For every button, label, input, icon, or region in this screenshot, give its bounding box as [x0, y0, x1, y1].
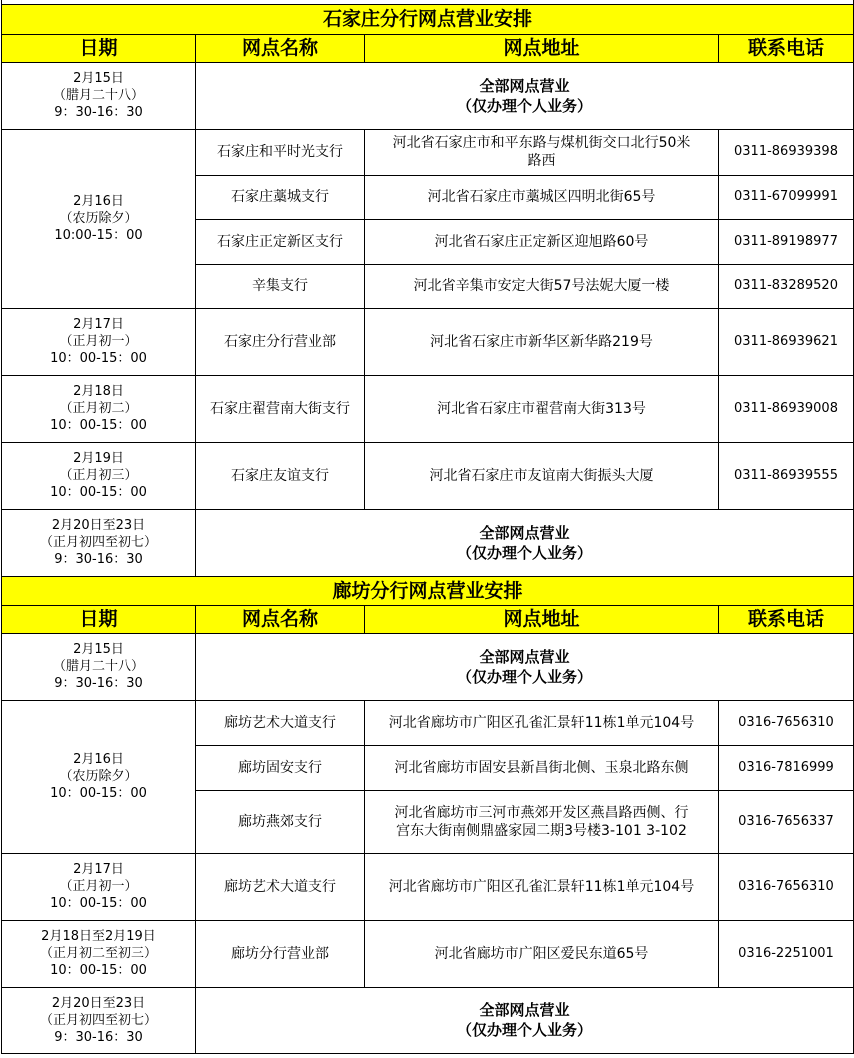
branch-address: 河北省廊坊市广阳区孔雀汇景轩11栋1单元104号 [365, 700, 719, 745]
branch-name: 廊坊燕郊支行 [196, 790, 365, 853]
branch-phone: 0316-7656337 [719, 790, 854, 853]
branch-address: 河北省石家庄市新华区新华路219号 [365, 308, 719, 375]
column-header-phone: 联系电话 [719, 34, 854, 62]
branch-phone: 0311-86939008 [719, 375, 854, 442]
branch-phone: 0316-7816999 [719, 745, 854, 790]
section-title: 石家庄分行网点营业安排 [2, 4, 854, 34]
all-branches-open-note: 全部网点营业 （仅办理个人业务） [196, 62, 854, 129]
branch-address: 河北省石家庄市友谊南大街振头大厦 [365, 442, 719, 509]
date-cell: 2月16日 （农历除夕） 10:00-15：00 [2, 129, 196, 308]
date-cell: 2月16日 （农历除夕） 10：00-15：00 [2, 700, 196, 853]
branch-phone: 0311-86939398 [719, 129, 854, 175]
branch-name: 廊坊固安支行 [196, 745, 365, 790]
date-cell: 2月20日至23日 （正月初四至初七） 9：30-16：30 [2, 987, 196, 1053]
date-cell: 2月18日 （正月初二） 10：00-15：00 [2, 375, 196, 442]
date-cell: 2月19日 （正月初三） 10：00-15：00 [2, 442, 196, 509]
column-header-address: 网点地址 [365, 605, 719, 633]
branch-name: 廊坊艺术大道支行 [196, 853, 365, 920]
branch-name: 石家庄藁城支行 [196, 175, 365, 219]
branch-name: 石家庄友谊支行 [196, 442, 365, 509]
date-cell: 2月18日至2月19日 （正月初二至初三） 10：00-15：00 [2, 920, 196, 987]
date-cell: 2月15日 （腊月二十八） 9：30-16：30 [2, 633, 196, 700]
column-header-address: 网点地址 [365, 34, 719, 62]
branch-name: 石家庄正定新区支行 [196, 219, 365, 264]
branch-name: 石家庄分行营业部 [196, 308, 365, 375]
column-header-name: 网点名称 [196, 34, 365, 62]
column-header-date: 日期 [2, 34, 196, 62]
column-header-date: 日期 [2, 605, 196, 633]
branch-address: 河北省廊坊市固安县新昌街北侧、玉泉北路东侧 [365, 745, 719, 790]
date-cell: 2月17日 （正月初一） 10：00-15：00 [2, 308, 196, 375]
branch-name: 廊坊分行营业部 [196, 920, 365, 987]
branch-address: 河北省廊坊市广阳区爱民东道65号 [365, 920, 719, 987]
branch-phone: 0311-89198977 [719, 219, 854, 264]
branch-address: 河北省石家庄市翟营南大街313号 [365, 375, 719, 442]
branch-name: 石家庄翟营南大街支行 [196, 375, 365, 442]
branch-address: 河北省石家庄市和平东路与煤机街交口北行50米 路西 [365, 129, 719, 175]
all-branches-open-note: 全部网点营业 （仅办理个人业务） [196, 987, 854, 1053]
branch-address: 河北省廊坊市三河市燕郊开发区燕昌路西侧、行 宫东大街南侧鼎盛家园二期3号楼3-101 3-102 [365, 790, 719, 853]
branch-address: 河北省石家庄正定新区迎旭路60号 [365, 219, 719, 264]
date-cell: 2月20日至23日 （正月初四至初七） 9：30-16：30 [2, 509, 196, 576]
section-title: 廊坊分行网点营业安排 [2, 576, 854, 605]
branch-phone: 0316-7656310 [719, 700, 854, 745]
column-header-name: 网点名称 [196, 605, 365, 633]
column-header-phone: 联系电话 [719, 605, 854, 633]
branch-phone: 0316-2251001 [719, 920, 854, 987]
branch-name: 辛集支行 [196, 264, 365, 308]
all-branches-open-note: 全部网点营业 （仅办理个人业务） [196, 509, 854, 576]
branch-address: 河北省辛集市安定大街57号法妮大厦一楼 [365, 264, 719, 308]
branch-phone: 0311-67099991 [719, 175, 854, 219]
schedule-table [1, 0, 854, 1054]
branch-phone: 0311-86939621 [719, 308, 854, 375]
branch-name: 石家庄和平时光支行 [196, 129, 365, 175]
branch-phone: 0316-7656310 [719, 853, 854, 920]
date-cell: 2月15日 （腊月二十八） 9：30-16：30 [2, 62, 196, 129]
branch-name: 廊坊艺术大道支行 [196, 700, 365, 745]
all-branches-open-note: 全部网点营业 （仅办理个人业务） [196, 633, 854, 700]
branch-address: 河北省石家庄市藁城区四明北街65号 [365, 175, 719, 219]
branch-phone: 0311-83289520 [719, 264, 854, 308]
branch-phone: 0311-86939555 [719, 442, 854, 509]
date-cell: 2月17日 （正月初一） 10：00-15：00 [2, 853, 196, 920]
branch-address: 河北省廊坊市广阳区孔雀汇景轩11栋1单元104号 [365, 853, 719, 920]
